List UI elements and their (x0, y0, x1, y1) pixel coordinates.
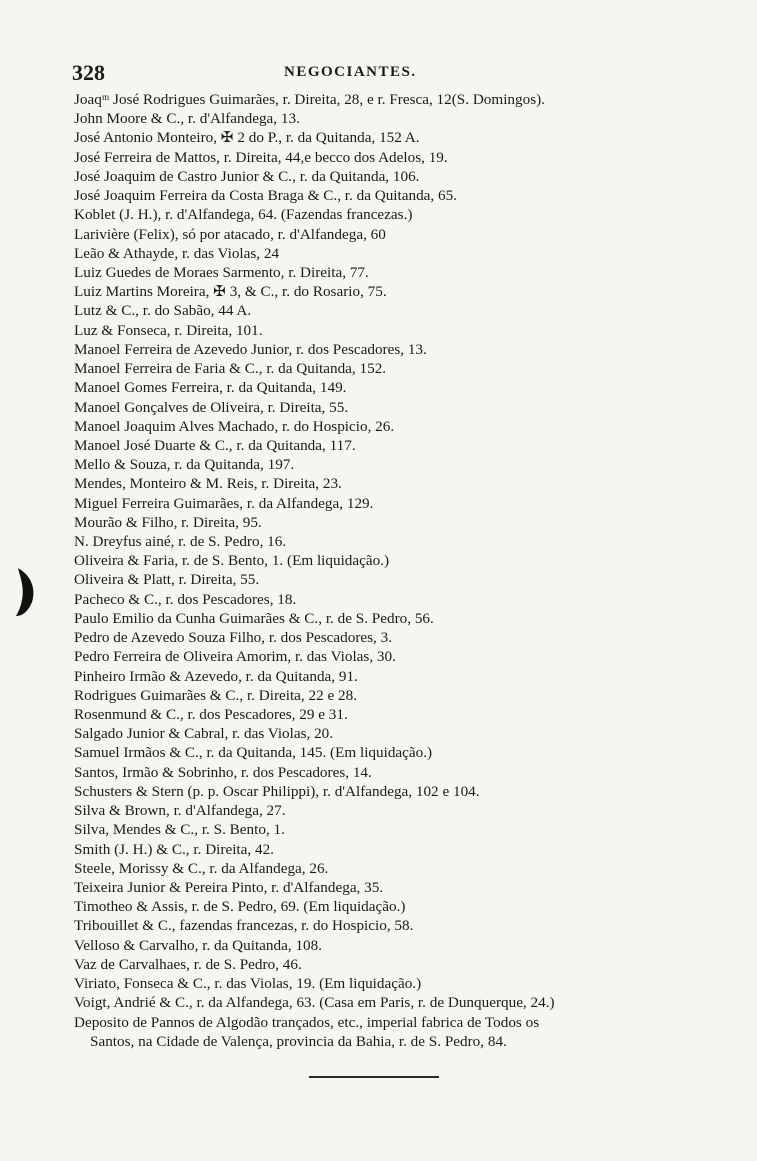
merchant-entry: Manoel Joaquim Alves Machado, r. do Hospicio, 26. (74, 417, 395, 435)
merchant-entry: Pedro Ferreira de Oliveira Amorim, r. das Violas, 30. (74, 648, 396, 666)
merchant-entry: Manoel Gonçalves de Oliveira, r. Direita, 55. (74, 398, 349, 416)
merchant-entry: Pacheco & C., r. dos Pescadores, 18. (74, 590, 297, 608)
merchant-entry: Smith (J. H.) & C., r. Direita, 42. (74, 840, 274, 858)
merchant-entry: Lutz & C., r. do Sabão, 44 A. (74, 302, 252, 320)
merchant-entry: Mendes, Monteiro & M. Reis, r. Direita, 23. (74, 475, 342, 493)
merchant-entry: Luiz Martins Moreira, ✠ 3, & C., r. do Rosario, 75. (74, 283, 387, 301)
final-entry-line-1: Deposito de Pannos de Algodão trançados, etc., imperial fabrica de Todos os (74, 1013, 540, 1031)
merchant-entry: Manoel José Duarte & C., r. da Quitanda, 117. (74, 436, 356, 454)
merchant-entry: Rodrigues Guimarães & C., r. Direita, 22 e 28. (74, 686, 358, 704)
merchant-entry: Viriato, Fonseca & C., r. das Violas, 19. (Em liquidação.) (74, 975, 422, 993)
merchant-entry: Luiz Guedes de Moraes Sarmento, r. Direita, 77. (74, 263, 369, 281)
merchant-entry: Larivière (Felix), só por atacado, r. d'Alfandega, 60 (74, 225, 386, 243)
merchant-entry: Velloso & Carvalho, r. da Quitanda, 108. (74, 936, 323, 954)
running-title: NEGOCIANTES. (284, 64, 417, 80)
merchant-entry: Manoel Ferreira de Azevedo Junior, r. dos Pescadores, 13. (74, 340, 427, 358)
merchant-entry: José Joaquim Ferreira da Costa Braga & C., r. da Quitanda, 65. (74, 187, 457, 205)
merchant-entry: José Joaquim de Castro Junior & C., r. da Quitanda, 106. (74, 167, 420, 185)
merchant-entry: Salgado Junior & Cabral, r. das Violas, 20. (74, 725, 334, 743)
merchant-entry: Pedro de Azevedo Souza Filho, r. dos Pescadores, 3. (74, 629, 393, 647)
merchant-entry: José Ferreira de Mattos, r. Direita, 44,e becco dos Adelos, 19. (74, 148, 448, 166)
merchant-entry: Mello & Souza, r. da Quitanda, 197. (74, 456, 295, 474)
merchant-entry: Rosenmund & C., r. dos Pescadores, 29 e 31. (74, 706, 348, 723)
merchant-entry: Paulo Emilio da Cunha Guimarães & C., r. de S. Pedro, 56. (74, 609, 434, 627)
merchant-entry: Teixeira Junior & Pereira Pinto, r. d'Alfandega, 35. (74, 878, 384, 896)
final-entry (74, 1013, 724, 1051)
merchant-entry: Silva & Brown, r. d'Alfandega, 27. (74, 802, 286, 820)
merchant-entry: Voigt, Andrié & C., r. da Alfandega, 63. (Casa em Paris, r. de Dunquerque, 24.) (74, 994, 555, 1012)
merchant-entry: Oliveira & Faria, r. de S. Bento, 1. (Em liquidação.) (74, 552, 390, 570)
merchant-entry: Koblet (J. H.), r. d'Alfandega, 64. (Fazendas francezas.) (74, 206, 413, 224)
merchant-entry: Samuel Irmãos & C., r. da Quitanda, 145. (Em liquidação.) (74, 744, 433, 762)
merchant-entry: Steele, Morissy & C., r. da Alfandega, 26. (74, 859, 329, 877)
final-entry-line-2: Santos, na Cidade de Valença, provincia da Bahia, r. de S. Pedro, 84. (90, 1032, 507, 1050)
merchant-entry: José Antonio Monteiro, ✠ 2 do P., r. da Quitanda, 152 A. (74, 129, 420, 147)
merchant-entry: Miguel Ferreira Guimarães, r. da Alfandega, 129. (74, 494, 374, 512)
merchant-entry: Joaqᵐ José Rodrigues Guimarães, r. Direita, 28, e r. Fresca, 12(S. Domingos). (74, 91, 545, 108)
closing-rule (309, 1076, 439, 1078)
merchant-entry: Schusters & Stern (p. p. Oscar Philippi), r. d'Alfandega, 102 e 104. (74, 782, 480, 800)
merchant-entry: John Moore & C., r. d'Alfandega, 13. (74, 110, 300, 128)
merchant-entry: Oliveira & Platt, r. Direita, 55. (74, 571, 260, 589)
merchant-entry: Manoel Ferreira de Faria & C., r. da Quitanda, 152. (74, 360, 387, 378)
merchant-entry: Vaz de Carvalhaes, r. de S. Pedro, 46. (74, 955, 302, 973)
merchant-entry: Luz & Fonseca, r. Direita, 101. (74, 321, 263, 339)
merchant-entry: Manoel Gomes Ferreira, r. da Quitanda, 149. (74, 379, 347, 397)
merchant-entry: Pinheiro Irmão & Azevedo, r. da Quitanda, 91. (74, 667, 358, 685)
merchant-entry: Timotheo & Assis, r. de S. Pedro, 69. (Em liquidação.) (74, 898, 406, 916)
merchant-entry: Leão & Athayde, r. das Violas, 24 (74, 244, 280, 262)
page-number: 328 (72, 60, 105, 85)
merchant-entry: N. Dreyfus ainé, r. de S. Pedro, 16. (74, 533, 287, 551)
binding-mark-icon (8, 566, 42, 618)
page-header (72, 54, 687, 84)
merchant-entry: Silva, Mendes & C., r. S. Bento, 1. (74, 821, 285, 839)
merchant-entry: Tribouillet & C., fazendas francezas, r. do Hospicio, 58. (74, 917, 414, 935)
merchant-list (74, 90, 724, 1051)
merchant-entry: Santos, Irmão & Sobrinho, r. dos Pescadores, 14. (74, 763, 372, 781)
merchant-entry: Mourão & Filho, r. Direita, 95. (74, 513, 262, 531)
